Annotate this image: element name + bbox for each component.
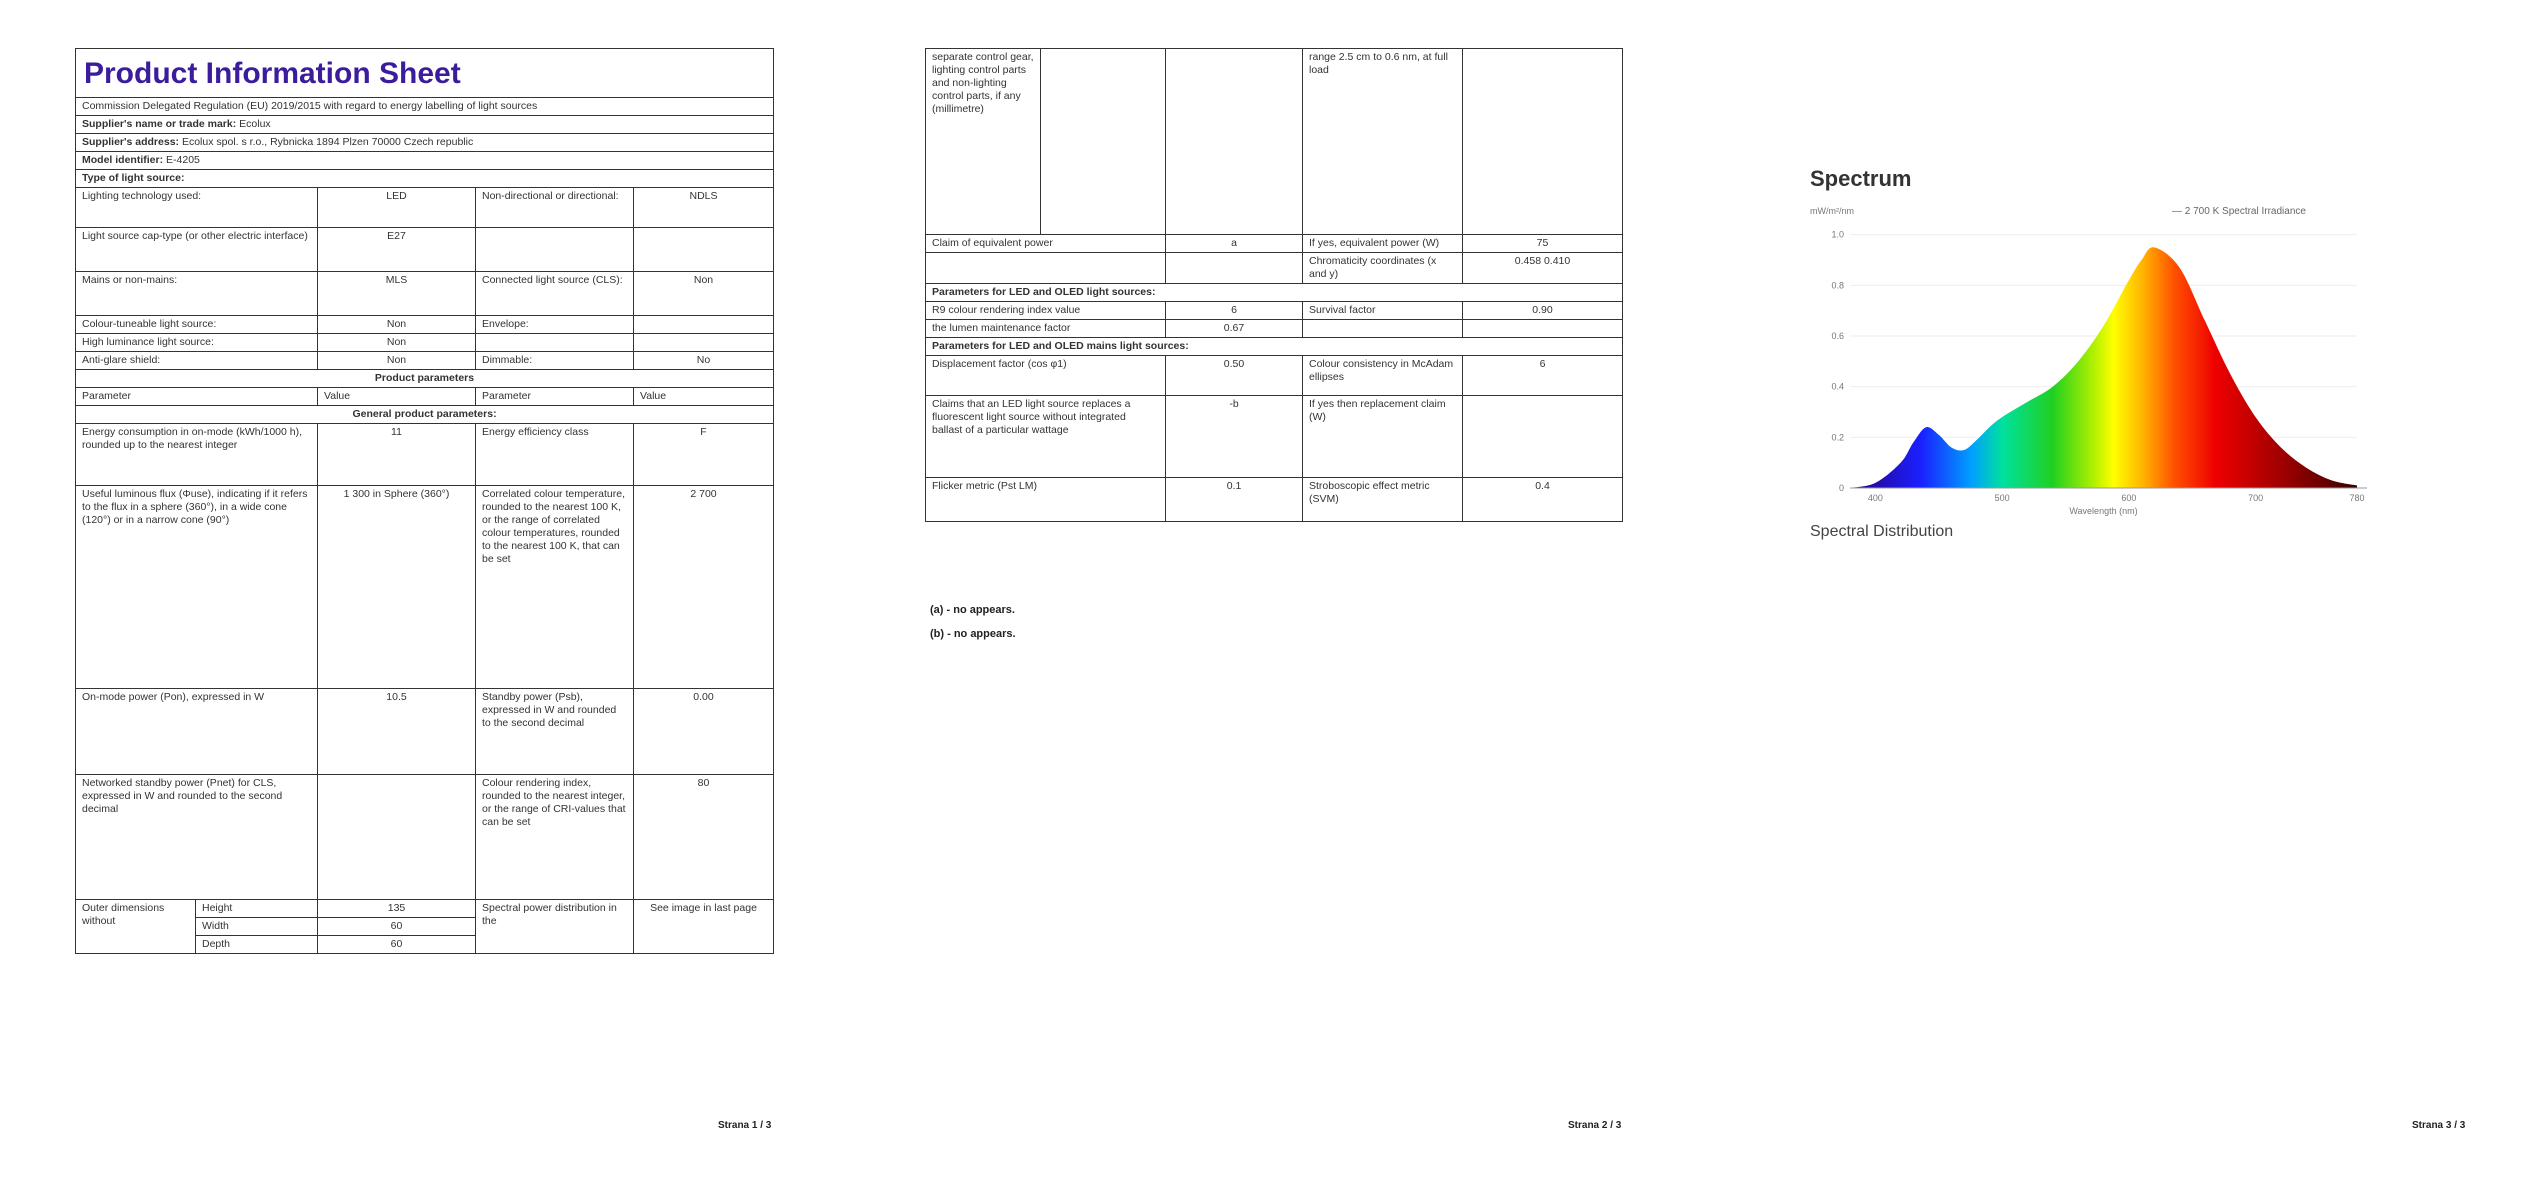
page-number: Strana 2 / 3	[1568, 1120, 1622, 1131]
table-row: Anti-glare shield: Non Dimmable: No	[76, 352, 774, 370]
table-row: Light source cap-type (or other electric interface) E27	[76, 228, 774, 272]
dimensions-row: Depth 60	[76, 936, 774, 954]
chart-caption: Spectral Distribution	[1810, 523, 1954, 540]
light-source-type-heading: Type of light source:	[76, 170, 774, 188]
regulation-subtitle: Commission Delegated Regulation (EU) 2019/2015 with regard to energy labelling of light sources	[76, 98, 774, 116]
dimensions-row: Width 60	[76, 918, 774, 936]
table-row: Networked standby power (Pnet) for CLS, expressed in W and rounded to the second decimal Colour rendering index, rounded to the nearest integer, or the range of CRI-values that can be set 80	[76, 775, 774, 900]
supplier-address-row: Supplier's address: Ecolux spol. s r.o., Rybnicka 1894 Plzen 70000 Czech republic	[76, 134, 774, 152]
table-row: High luminance light source: Non	[76, 334, 774, 352]
x-axis-label: Wavelength (nm)	[2069, 506, 2138, 516]
table-row: Useful luminous flux (Φuse), indicating if it refers to the flux in a sphere (360°), in a wide cone (120°) or in a narrow cone (90°) 1 300 in Sphere (360°) Correlated colour temperature, rounded to the nearest 100 K, or the range of correlated colour temperatures, rounded to the nearest 100 K, that can be set 2 700	[76, 486, 774, 689]
y-axis-label: mW/m²/nm	[1810, 206, 1854, 216]
x-tick-label: 400	[1867, 493, 1883, 503]
page-title: Product Information Sheet	[76, 49, 774, 98]
page-number: Strana 1 / 3	[718, 1120, 772, 1131]
page-1	[0, 0, 840, 1200]
page-number: Strana 3 / 3	[2412, 1120, 2466, 1131]
led-parameters-heading: Parameters for LED and OLED light sources:	[926, 284, 1623, 302]
table-row: Mains or non-mains: MLS Connected light source (CLS): Non	[76, 272, 774, 316]
table-row: Chromaticity coordinates (x and y) 0.458 0.410	[926, 253, 1623, 284]
table-row: Flicker metric (Pst LM) 0.1 Stroboscopic effect metric (SVM) 0.4	[926, 478, 1623, 522]
y-tick-label: 0	[1838, 483, 1844, 493]
table-row: separate control gear, lighting control parts and non-lighting control parts, if any (millimetre) range 2.5 cm to 0.6 nm, at full load	[926, 49, 1623, 235]
x-tick-label: 500	[1994, 493, 2010, 503]
table-row: the lumen maintenance factor 0.67	[926, 320, 1623, 338]
table-row: On-mode power (Pon), expressed in W 10.5 Standby power (Psb), expressed in W and rounded to the second decimal 0.00	[76, 689, 774, 775]
y-tick-label: 1.0	[1831, 229, 1844, 240]
table-row: Lighting technology used: LED Non-directional or directional: NDLS	[76, 188, 774, 228]
product-info-table-continued	[925, 48, 1623, 522]
table-row: Colour-tuneable light source: Non Envelope:	[76, 316, 774, 334]
chart-title: Spectrum	[1810, 166, 1912, 191]
table-row: R9 colour rendering index value 6 Survival factor 0.90	[926, 302, 1623, 320]
model-identifier-row: Model identifier: E-4205	[76, 152, 774, 170]
dimensions-row: Outer dimensions without Height 135 Spectral power distribution in the See image in last page	[76, 900, 774, 918]
x-tick-label: 700	[2248, 493, 2264, 503]
table-row: Claims that an LED light source replaces a fluorescent light source without integrated ballast of a particular wattage -b If yes then replacement claim (W)	[926, 396, 1623, 478]
mains-parameters-heading: Parameters for LED and OLED mains light sources:	[926, 338, 1623, 356]
x-tick-label: 600	[2121, 493, 2137, 503]
x-tick-label: 780	[2349, 493, 2365, 503]
product-info-table	[75, 48, 774, 954]
product-parameters-heading: Product parameters	[76, 370, 774, 388]
table-row: Displacement factor (cos φ1) 0.50 Colour consistency in McAdam ellipses 6	[926, 356, 1623, 396]
y-tick-label: 0.6	[1831, 331, 1844, 341]
y-tick-label: 0.8	[1831, 280, 1844, 291]
footnote-a: (a) - no appears.	[930, 604, 1015, 616]
chart-legend: — 2 700 K Spectral Irradiance	[2172, 206, 2306, 217]
table-row: Energy consumption in on-mode (kWh/1000 h), rounded up to the nearest integer 11 Energy efficiency class F	[76, 424, 774, 486]
footnote-b: (b) - no appears.	[930, 628, 1016, 640]
general-parameters-heading: General product parameters:	[76, 406, 774, 424]
spectrum-area	[1850, 247, 2357, 488]
supplier-name-row: Supplier's name or trade mark: Ecolux	[76, 116, 774, 134]
table-header-row: Parameter Value Parameter Value	[76, 388, 774, 406]
y-tick-label: 0.2	[1831, 432, 1844, 443]
y-tick-label: 0.4	[1831, 381, 1844, 392]
table-row: Claim of equivalent power a If yes, equivalent power (W) 75	[926, 235, 1623, 253]
spectrum-chart	[1812, 210, 2372, 520]
